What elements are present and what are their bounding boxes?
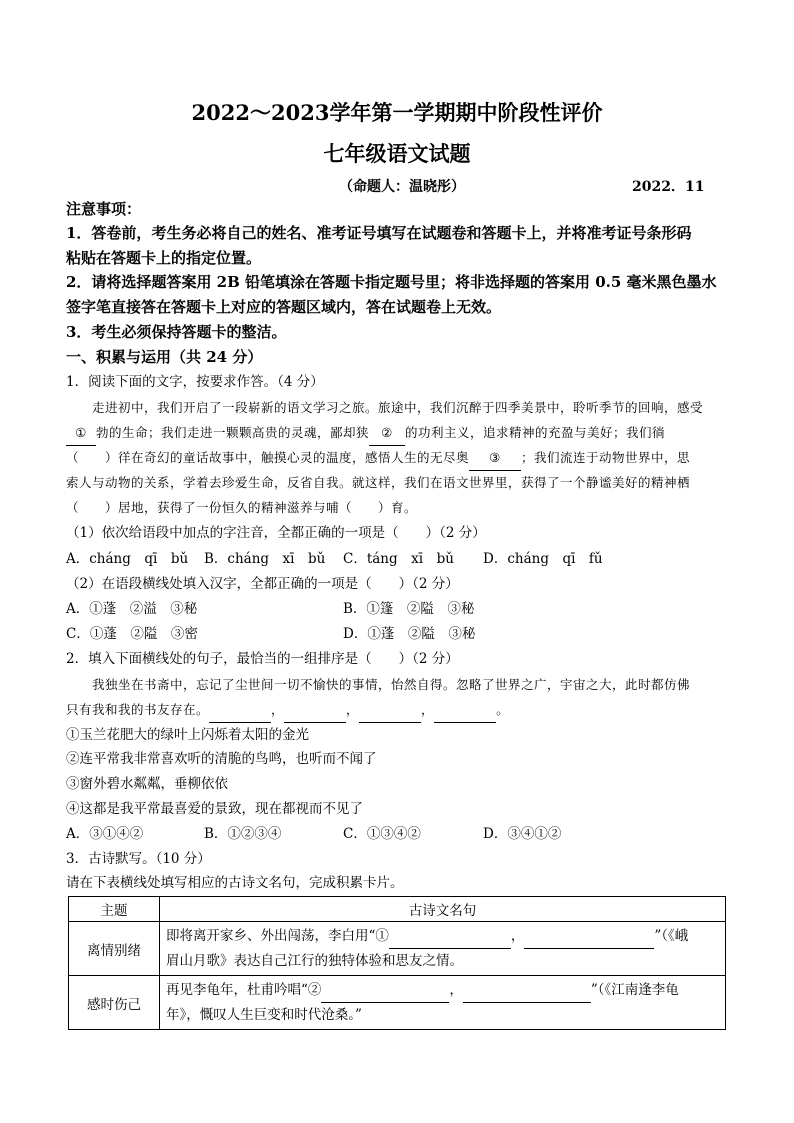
q1-sub2-option-b: B．①篷 ②隘 ③秘: [343, 601, 475, 617]
notice-item-2b: 签字笔直接答在答题卡上对应的答题区域内，答在试题卷上无效。: [66, 298, 502, 316]
poem-card-table: [68, 896, 726, 1030]
q2-item-4: ④这都是我平常最喜爱的景致，现在都视而不见了: [66, 801, 363, 817]
blank-2: ②: [369, 421, 405, 446]
q2-blank: [359, 698, 421, 723]
page-subtitle: 七年级语文试题: [323, 141, 471, 166]
q1-sub1-option-b: B．cháng xī bǔ: [204, 551, 326, 567]
date-line: 2022．11: [632, 179, 705, 195]
q1-sub1-stem: （1）依次给语段中加点的字注音，全都正确的一项是（ ）（2 分）: [66, 525, 486, 541]
q2-item-2: ②连平常我非常喜欢听的清脆的鸟鸣，也听而不闻了: [66, 751, 377, 767]
q2-passage-line: 我独坐在书斋中，忘记了尘世间一切不愉快的事情，怡然自得。忽略了世界之广，宇宙之大，此时都仿佛: [92, 677, 691, 692]
q2-blank: [284, 698, 346, 723]
q3-intro: 请在下表横线处填写相应的古诗文名句，完成积累卡片。: [66, 875, 404, 891]
row-content: 即将离开家乡、外出闯荡，李白用“① ， ”（《峨 眉山月歌》表达自己江行的独特体验和思友之情。: [160, 922, 726, 976]
table-header-theme: 主题: [69, 897, 160, 922]
table-header-row: [69, 897, 726, 922]
q2-stem: 2．填入下面横线处的句子，最恰当的一组排序是（ ）（2 分）: [66, 651, 459, 667]
blank-1: ①: [66, 421, 96, 446]
q1-sub2-option-a: A．①蓬 ②溢 ③秘: [66, 601, 198, 617]
row-theme: 离情别绪: [69, 922, 160, 976]
notice-heading: 注意事项：: [66, 200, 142, 218]
q1-sub1-option-d: D．cháng qī fǔ: [483, 551, 603, 567]
q2-option-a: A．③①④②: [66, 826, 144, 842]
q1-sub2-option-c: C．①蓬 ②隘 ③密: [66, 626, 198, 642]
page-title: 2022～2023学年第一学期期中阶段性评价: [191, 100, 603, 125]
author-line: （命题人：温晓彤）: [339, 179, 465, 195]
q3-stem: 3．古诗默写。（10 分）: [66, 851, 211, 867]
q1-sub2-stem: （2）在语段横线处填入汉字，全都正确的一项是（ ）（2 分）: [66, 576, 459, 592]
row-theme: 感时伤己: [69, 976, 160, 1030]
q2-item-1: ①玉兰花肥大的绿叶上闪烁着太阳的金光: [66, 727, 309, 743]
q2-item-3: ③窗外碧水粼粼，垂柳依依: [66, 776, 228, 792]
table-row: [69, 922, 726, 976]
poem-blank: [463, 978, 591, 1003]
q1-passage-line: （ ）徉在奇幻的童话故事中，触摸心灵的温度，感悟人生的无尽奥 ③ ；我们流连于动物世界中，思: [66, 446, 730, 471]
q1-sub1-option-a: A．cháng qī bǔ: [66, 551, 189, 567]
q1-passage-line: 走进初中，我们开启了一段崭新的语文学习之旅。旅途中，我们沉醉于四季美景中，聆听季节的回响，感受: [92, 400, 704, 415]
q2-option-d: D．③④①②: [483, 826, 562, 842]
poem-blank: [524, 924, 654, 949]
q1-passage-line: ① 勃的生命；我们走进一颗颗高贵的灵魂，鄙却狭 ② 的功利主义，追求精神的充盈与美好；我们徜: [66, 421, 730, 446]
q1-passage-line: （ ）居地，获得了一份恒久的精神滋养与哺（ ）育。: [66, 500, 418, 515]
q2-option-b: B．①②③④: [204, 826, 282, 842]
notice-item-1b: 粘贴在答题卡上的指定位置。: [66, 249, 262, 267]
q2-option-c: C．①③④②: [343, 826, 421, 842]
q1-stem: 1．阅读下面的文字，按要求作答。（4 分）: [66, 374, 324, 390]
blank-3: ③: [469, 446, 521, 471]
table-row: [69, 976, 726, 1030]
q1-passage-line: 索人与动物的关系，学着去珍爱生命，反省自我。就这样，我们在语文世界里，获得了一个静谧美好的精神栖: [66, 475, 691, 490]
table-header-verses: 古诗文名句: [160, 897, 726, 922]
notice-item-2a: 2．请将选择题答案用 2B 铅笔填涂在答题卡指定题号里；将非选择题的答案用 0.5 毫米黑色墨水: [66, 273, 717, 291]
q2-blank: [209, 698, 271, 723]
poem-blank: [321, 978, 449, 1003]
notice-item-1a: 1．答卷前，考生务必将自己的姓名、准考证号填写在试题卷和答题卡上，并将准考证号条形码: [66, 224, 692, 242]
row-content: 再见李龟年，杜甫吟唱“② ， ”（《江南逢李龟 年》，慨叹人生巨变和时代沧桑。”: [160, 976, 726, 1030]
q2-blank: [434, 698, 496, 723]
q1-sub2-option-d: D．①蓬 ②隘 ③秘: [343, 626, 476, 642]
q2-passage-line: 只有我和我的书友存在。 ， ， ， 。: [66, 698, 730, 723]
section-heading: 一、积累与运用（共 24 分）: [66, 348, 263, 366]
notice-item-3: 3．考生必须保持答题卡的整洁。: [66, 323, 287, 341]
poem-blank: [389, 924, 511, 949]
q1-sub1-option-c: C．táng xī bǔ: [343, 551, 454, 567]
